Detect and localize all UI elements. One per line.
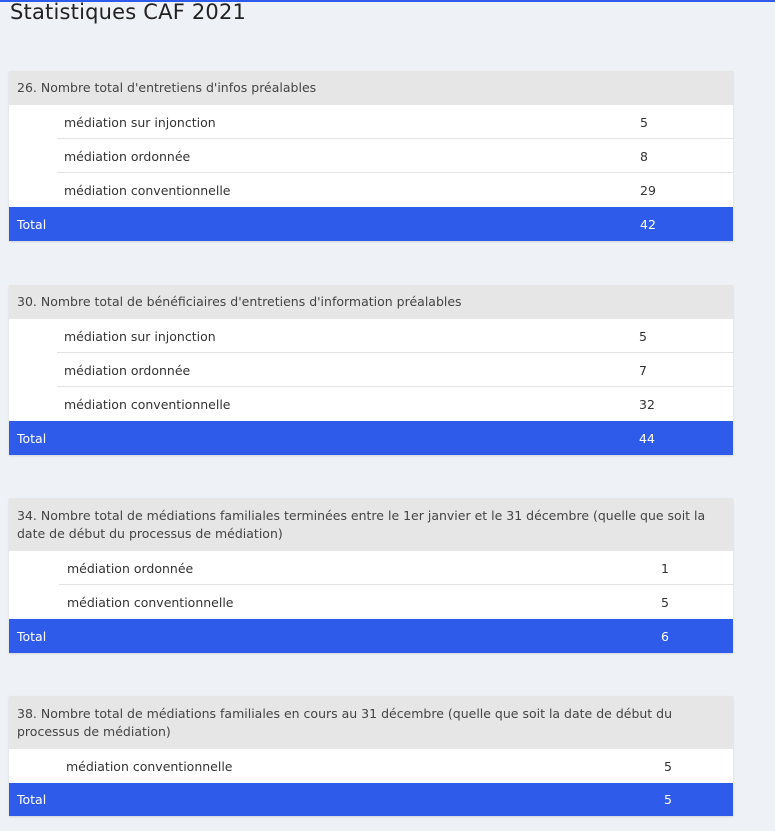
table-row [9, 749, 733, 783]
total-label: Total [17, 430, 47, 446]
row-value: 8 [640, 148, 648, 164]
table-row [9, 319, 733, 353]
total-value: 42 [640, 216, 656, 232]
row-label: médiation conventionnelle [64, 182, 231, 198]
total-label: Total [17, 216, 47, 232]
block-header: 30. Nombre total de bénéficiaires d'entretiens d'information préalables [9, 285, 733, 319]
table-row [9, 173, 733, 207]
block-header: 34. Nombre total de médiations familiales terminées entre le 1er janvier et le 31 décembre (quelle que soit la date de début du processus de médiation) [9, 498, 733, 551]
total-label: Total [17, 792, 47, 807]
page-title: Statistiques CAF 2021 [10, 0, 247, 24]
row-value: 32 [639, 396, 655, 412]
row-label: médiation conventionnelle [67, 594, 234, 610]
row-label: médiation ordonnée [64, 362, 191, 378]
table-row [9, 353, 733, 387]
row-value: 1 [661, 560, 669, 576]
row-value: 5 [639, 328, 647, 344]
row-value: 5 [664, 758, 672, 774]
stat-block-38 [9, 696, 733, 816]
row-label: médiation conventionnelle [64, 396, 231, 412]
total-row [9, 421, 733, 455]
row-label: médiation ordonnée [67, 560, 194, 576]
row-label: médiation ordonnée [64, 148, 191, 164]
total-row [9, 619, 733, 653]
row-value: 5 [640, 114, 648, 130]
total-row [9, 783, 733, 816]
total-value: 5 [664, 792, 672, 807]
row-value: 7 [639, 362, 647, 378]
table-row [9, 551, 733, 585]
row-label: médiation sur injonction [64, 114, 216, 130]
row-label: médiation conventionnelle [66, 758, 233, 774]
block-header: 26. Nombre total d'entretiens d'infos préalables [9, 71, 733, 105]
total-value: 44 [639, 430, 655, 446]
table-row [9, 139, 733, 173]
table-row [9, 387, 733, 421]
stat-block-34 [9, 498, 733, 653]
table-row [9, 105, 733, 139]
stat-block-30 [9, 285, 733, 455]
total-label: Total [17, 628, 47, 644]
block-header: 38. Nombre total de médiations familiales en cours au 31 décembre (quelle que soit la date de début du processus de médiation) [9, 696, 733, 749]
total-value: 6 [661, 628, 669, 644]
total-row [9, 207, 733, 241]
row-value: 29 [640, 182, 656, 198]
table-row [9, 585, 733, 619]
stat-block-26 [9, 71, 733, 241]
row-value: 5 [661, 594, 669, 610]
row-label: médiation sur injonction [64, 328, 216, 344]
